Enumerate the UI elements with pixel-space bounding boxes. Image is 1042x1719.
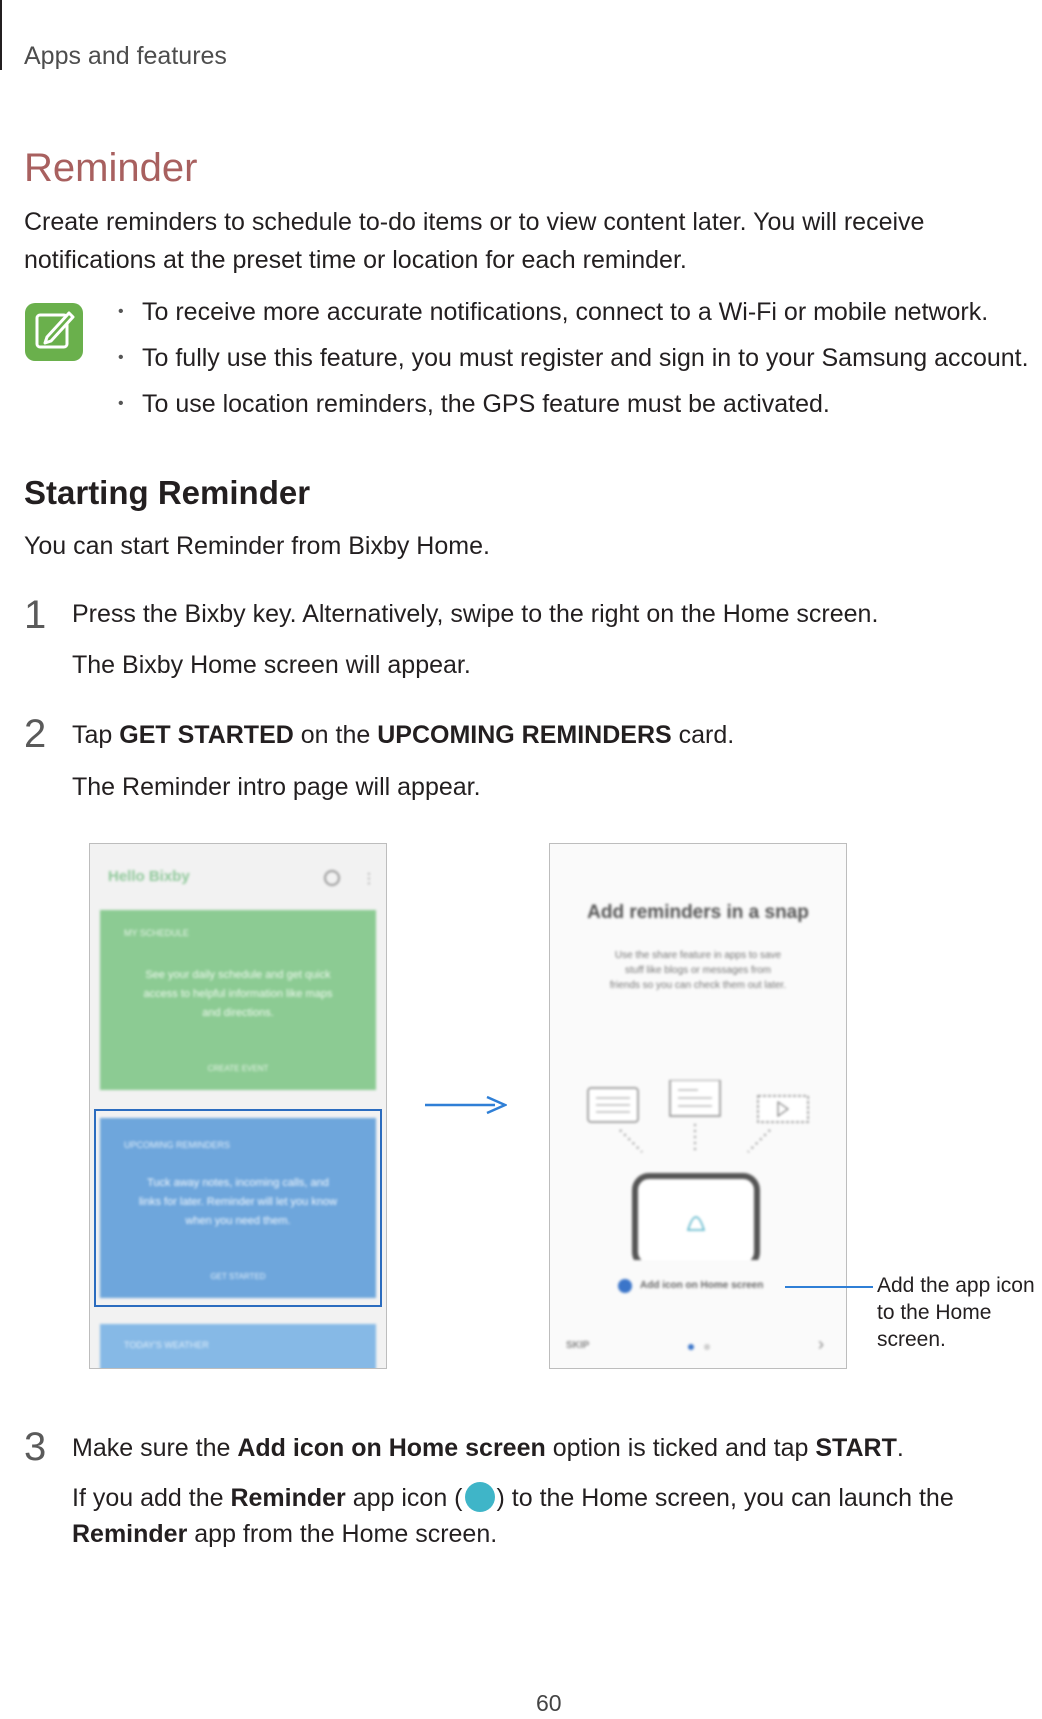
intro-text: Use the share feature in apps to save stuff like blogs or messages from friends so you can check them out later. bbox=[609, 950, 787, 991]
page-title: Reminder bbox=[24, 146, 198, 190]
note-item: • To fully use this feature, you must register and sign in to your Samsung account. bbox=[112, 340, 1029, 386]
chevron-right-icon: › bbox=[818, 1334, 824, 1354]
header-rule bbox=[0, 0, 2, 70]
intro-line-1: Create reminders to schedule to-do items or to view content later. You will receive bbox=[24, 208, 925, 236]
step-3-result-line-1: If you add the Reminder app icon ( ) to the Home screen, you can launch the bbox=[72, 1484, 954, 1512]
page-dot bbox=[704, 1344, 710, 1350]
reminder-app-icon bbox=[465, 1482, 495, 1512]
note-list bbox=[112, 294, 1029, 432]
arrow-right-icon bbox=[425, 1095, 507, 1115]
share-illustration bbox=[580, 1080, 820, 1260]
gear-icon bbox=[324, 870, 340, 886]
card-label: TODAY'S WEATHER bbox=[124, 1340, 209, 1350]
section-header: Apps and features bbox=[24, 42, 227, 70]
step-number: 1 bbox=[24, 593, 47, 637]
intro-line-2: notifications at the preset time or location for each reminder. bbox=[24, 246, 687, 274]
screen-title: Hello Bixby bbox=[108, 868, 190, 885]
bixby-home-screenshot bbox=[89, 843, 387, 1369]
reminder-intro-screenshot bbox=[549, 843, 847, 1369]
skip-button: SKIP bbox=[566, 1340, 590, 1351]
intro-title: Add reminders in a snap bbox=[587, 902, 809, 923]
card-text: See your daily schedule and get quick access to helpful information like maps and directions. bbox=[143, 969, 333, 1019]
note-item: • To receive more accurate notifications, connect to a Wi-Fi or mobile network. bbox=[112, 294, 1029, 340]
card-text: Tuck away notes, incoming calls, and links for later. Reminder will let you know when you need them. bbox=[138, 1177, 338, 1227]
step-3-text: Make sure the Add icon on Home screen option is ticked and tap START. bbox=[72, 1434, 904, 1462]
callout-text: Add the app icon to the Home screen. bbox=[877, 1274, 1035, 1351]
callout-line bbox=[785, 1286, 873, 1288]
page-number: 60 bbox=[536, 1690, 562, 1716]
step-3-result-line-2: Reminder app from the Home screen. bbox=[72, 1520, 498, 1548]
step-number: 2 bbox=[24, 712, 47, 756]
option-label: Add icon on Home screen bbox=[640, 1280, 764, 1291]
step-1-text: Press the Bixby key. Alternatively, swipe to the right on the Home screen. bbox=[72, 600, 879, 628]
more-icon: ⋮ bbox=[362, 870, 376, 886]
card-action: GET STARTED bbox=[210, 1272, 266, 1281]
note-item: • To use location reminders, the GPS feature must be activated. bbox=[112, 386, 1029, 432]
highlight-frame bbox=[94, 1109, 382, 1307]
checkbox-checked-icon bbox=[618, 1279, 632, 1293]
note-icon bbox=[25, 303, 83, 361]
step-1-result: The Bixby Home screen will appear. bbox=[72, 651, 471, 679]
section-intro: You can start Reminder from Bixby Home. bbox=[24, 532, 490, 560]
section-heading: Starting Reminder bbox=[24, 474, 311, 511]
page-dot-active bbox=[688, 1344, 694, 1350]
card-label: MY SCHEDULE bbox=[124, 928, 189, 938]
schedule-card bbox=[100, 910, 376, 1090]
step-2-text: Tap GET STARTED on the UPCOMING REMINDERS card. bbox=[72, 721, 735, 749]
card-action: CREATE EVENT bbox=[207, 1064, 269, 1073]
card-label: UPCOMING REMINDERS bbox=[124, 1140, 231, 1150]
weather-card bbox=[100, 1324, 376, 1369]
step-number: 3 bbox=[24, 1425, 47, 1469]
step-2-result: The Reminder intro page will appear. bbox=[72, 773, 481, 801]
